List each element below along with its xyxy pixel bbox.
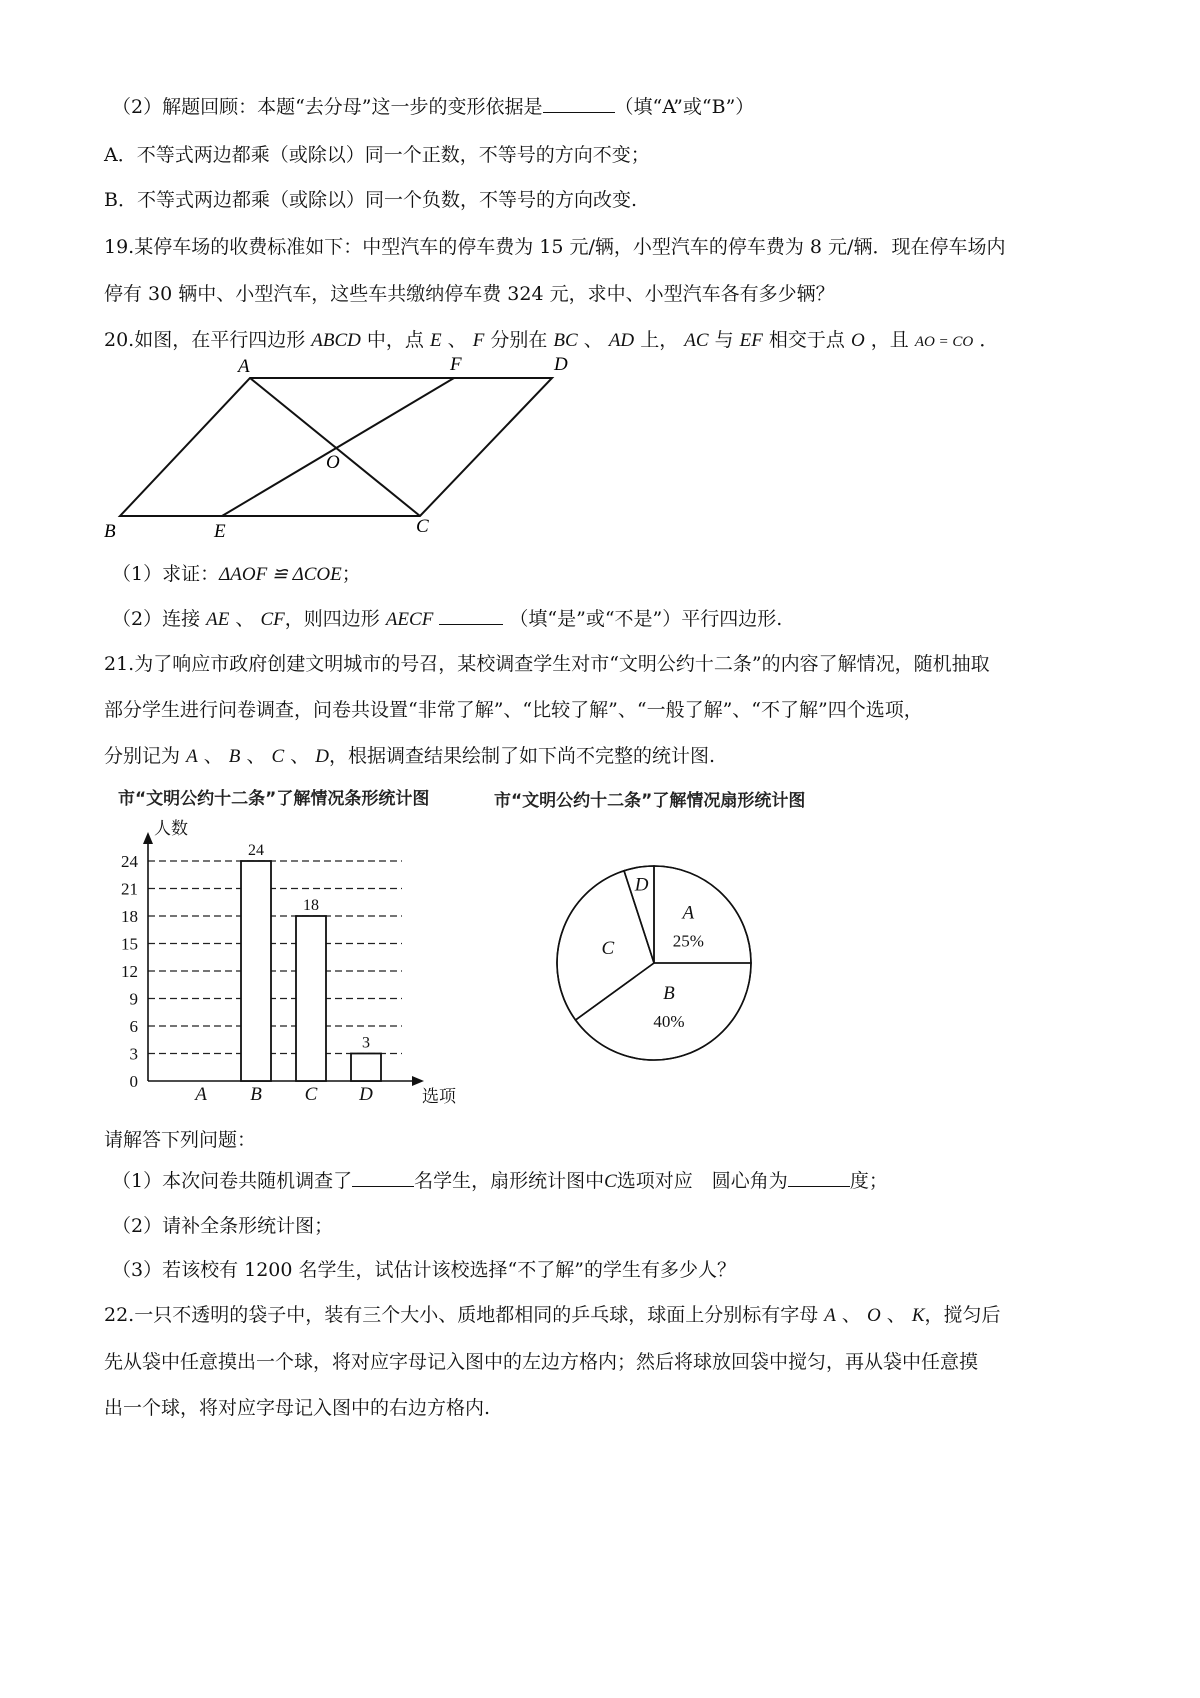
y-tick-label: 21 (121, 879, 138, 899)
q20-stem-text: ，且 (870, 329, 909, 351)
bar-data-label: 3 (362, 1034, 370, 1052)
q20-stem-text: ． (979, 329, 999, 351)
q21-var-c: C (271, 746, 285, 767)
q22-var-a: A (824, 1305, 836, 1326)
q21-part1-prefix: （1）本次问卷共随机调查了 (112, 1170, 353, 1192)
x-tick-label: A (195, 1084, 207, 1105)
q22-line1 (104, 1302, 1001, 1329)
q20-sep: 、 (235, 608, 255, 630)
parallelogram-lines (120, 378, 552, 516)
segment-ef (222, 378, 454, 516)
label-f: F (450, 354, 462, 375)
q20-stem-text: 上， (640, 329, 679, 351)
pie-label-c: C (601, 938, 615, 960)
q20-part1-math: ΔAOF ≌ ΔCOE (219, 564, 342, 585)
q20-stem-text: 与 (714, 329, 734, 351)
q20-var-ef: EF (739, 330, 763, 351)
q21-blank-count (352, 1168, 414, 1187)
x-tick-label: C (304, 1084, 318, 1105)
x-axis-arrow (412, 1076, 424, 1086)
q20-var-e: E (429, 330, 442, 351)
q20-part2-mid: ，则四边形 (284, 608, 380, 630)
q21-var-b: B (228, 746, 241, 767)
q20-stem-text: 中，点 (366, 329, 424, 351)
q20-sep: 、 (583, 329, 603, 351)
q22-var-o: O (866, 1305, 881, 1326)
q20-var-aecf: AECF (385, 609, 434, 630)
label-c: C (416, 516, 429, 537)
label-e: E (214, 521, 226, 542)
pie-percent-a: 25% (672, 931, 704, 951)
q21-var-a: A (186, 746, 198, 767)
q22-var-k: K (911, 1305, 925, 1326)
q22-sep: 、 (886, 1304, 906, 1326)
q20-var-f: F (472, 330, 485, 351)
x-axis-label: 选项 (422, 1087, 456, 1106)
x-tick-label: B (250, 1084, 262, 1105)
y-axis-arrow (143, 832, 153, 844)
q20-var-cf: CF (260, 609, 285, 630)
bar-d (351, 1054, 381, 1082)
y-tick-label: 15 (121, 934, 138, 954)
q21-sep: 、 (246, 745, 266, 767)
y-tick-label: 6 (129, 1017, 138, 1036)
y-tick-label: 24 (121, 852, 138, 871)
q22-line1-prefix: 22.一只不透明的袋子中，装有三个大小、质地都相同的乒乓球，球面上分别标有字母 (104, 1304, 819, 1326)
q20-part2-prefix: （2）连接 (112, 608, 201, 630)
q21-part2: （2）请补全条形统计图； (112, 1215, 334, 1237)
q20-condition: AO = CO (914, 334, 974, 350)
q22-line2: 先从袋中任意摸出一个球，将对应字母记入图中的左边方格内；然后将球放回袋中搅匀，再从袋中任意摸 (104, 1351, 979, 1373)
q20-stem-text: 相交于点 (768, 329, 845, 351)
q21-part1-mid: 名学生，扇形统计图中 (414, 1170, 605, 1192)
q20-part2-suffix: （填“是”或“不是”）平行四边形. (509, 608, 783, 630)
q21-part1-suffix: 度； (849, 1170, 888, 1192)
q20-part1 (112, 561, 361, 588)
y-tick-label: 9 (129, 989, 138, 1009)
q20-stem-text: 分别在 (490, 329, 548, 351)
q20-var-abcd: ABCD (311, 330, 361, 351)
bar-c (296, 916, 326, 1081)
pie-chart-title: 市“文明公约十二条”了解情况扇形统计图 (494, 791, 806, 811)
pie-chart (540, 845, 770, 1075)
bar-data-label: 18 (303, 897, 319, 914)
q21-line3 (104, 743, 715, 770)
pie-label-a: A (682, 902, 695, 924)
q21-part1-mid2: 选项对应 圆心角为 (616, 1170, 788, 1192)
q18-part2-suffix: （填“A”或“B”） (614, 96, 755, 118)
bar-data-label: 24 (248, 842, 264, 859)
q20-var-ad: AD (608, 330, 635, 351)
label-b: B (104, 521, 116, 542)
q20-answer-blank (439, 606, 503, 625)
q21-part3: （3）若该校有 1200 名学生，试估计该校选择“不了解”的学生有多少人？ (112, 1259, 736, 1281)
q21-var-d: D (315, 746, 330, 767)
y-tick-label: 0 (129, 1072, 138, 1091)
label-o: O (326, 452, 340, 473)
q20-stem-text: 20.如图，在平行四边形 (104, 329, 306, 351)
q21-blank-angle (788, 1168, 850, 1187)
x-tick-label: D (359, 1084, 373, 1105)
q18-answer-blank (543, 94, 615, 113)
q20-var-o: O (850, 330, 865, 351)
q19-line2: 停有 30 辆中、小型汽车，这些车共缴纳停车费 324 元，求中、小型汽车各有多少辆？ (104, 283, 835, 305)
q20-var-ae: AE (206, 609, 230, 630)
bar-chart (110, 810, 490, 1110)
q18-option-b: B．不等式两边都乘（或除以）同一个负数，不等号的方向改变. (104, 189, 638, 211)
q20-var-bc: BC (553, 330, 578, 351)
q20-sep: 、 (447, 329, 467, 351)
y-tick-label: 12 (121, 962, 138, 981)
q20-part1-prefix: （1）求证： (112, 563, 220, 585)
pie-label-b: B (663, 983, 675, 1005)
q21-line3-suffix: ，根据调查结果绘制了如下尚不完整的统计图. (329, 745, 716, 767)
y-axis-label: 人数 (154, 819, 188, 838)
q22-line3: 出一个球，将对应字母记入图中的右边方格内. (104, 1397, 491, 1419)
q18-part2 (112, 94, 754, 120)
q21-part1-var-c: C (604, 1171, 617, 1192)
bar-chart-title: 市“文明公约十二条”了解情况条形统计图 (118, 789, 430, 809)
q18-option-a: A．不等式两边都乘（或除以）同一个正数，不等号的方向不变； (104, 144, 650, 166)
q21-line3-prefix: 分别记为 (104, 745, 181, 767)
q22-line1-suffix: ，搅匀后 (924, 1304, 1001, 1326)
q19-line1: 19.某停车场的收费标准如下：中型汽车的停车费为 15 元/辆，小型汽车的停车费为 8 元/辆．现在停车场内 (104, 236, 1006, 258)
label-a: A (238, 356, 250, 377)
q22-sep: 、 (841, 1304, 861, 1326)
q18-part2-prefix: （2）解题回顾：本题“去分母”这一步的变形依据是 (112, 96, 543, 118)
q21-ask: 请解答下列问题： (104, 1129, 257, 1151)
q20-part2 (112, 606, 782, 633)
bar-b (241, 861, 271, 1081)
q20-var-ac: AC (684, 330, 709, 351)
q21-line2: 部分学生进行问卷调查，问卷共设置“非常了解”、“比较了解”、“一般了解”、“不了解”四个选项， (104, 699, 923, 721)
q21-sep: 、 (203, 745, 223, 767)
parallelogram-figure (100, 350, 600, 550)
diagonal-ac (250, 378, 420, 516)
pie-percent-b: 40% (653, 1012, 685, 1032)
q21-sep: 、 (290, 745, 310, 767)
q20-part1-suffix: ； (341, 563, 361, 585)
y-tick-label: 18 (121, 907, 138, 926)
y-tick-label: 3 (129, 1044, 138, 1064)
q21-part1 (112, 1168, 888, 1195)
pie-label-d: D (634, 874, 649, 896)
q21-line1: 21.为了响应市政府创建文明城市的号召，某校调查学生对市“文明公约十二条”的内容了解情况，随机抽取 (104, 653, 990, 675)
label-d: D (554, 354, 568, 375)
